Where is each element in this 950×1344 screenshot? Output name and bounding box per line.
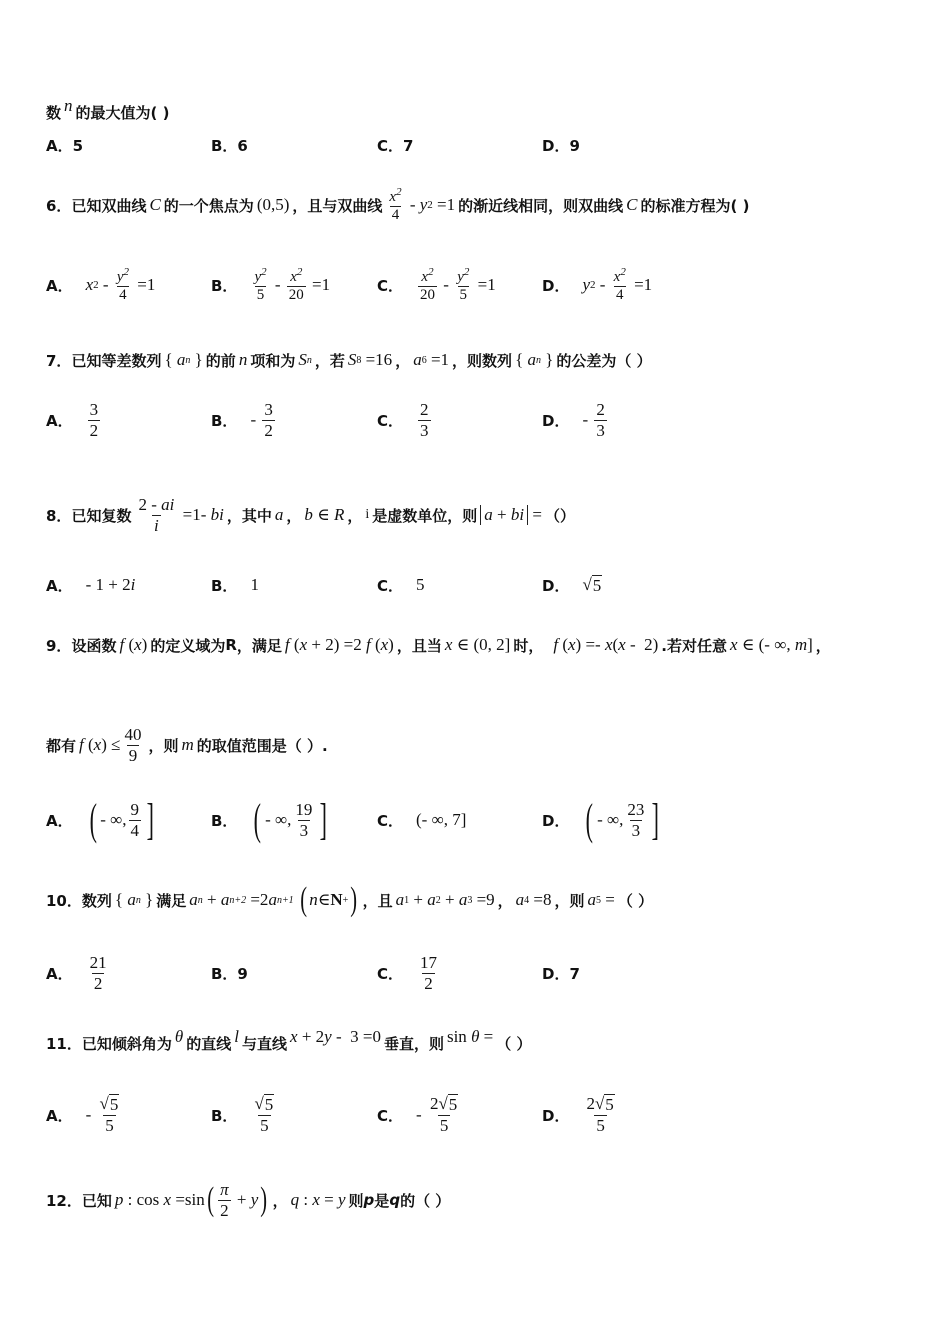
q9-stem: 9． 设函数 f ( x ) 的定义域为 R ，满足 f ( x + 2) =2 f ( x ) ，且当 x ∈ (0, 2] 时， f ( x ) =- x ( x - 2) .若对任意 x ∈ (- ∞, m ] ， — [46, 635, 831, 655]
q8-option-a[interactable]: A． - 1 + 2 i — [46, 575, 136, 595]
q10-option-a[interactable]: A． 21 2 — [46, 952, 107, 993]
q6-options — [46, 255, 926, 315]
math-C: C — [626, 195, 638, 214]
q12-stem: 12． 已知 p : cos x =sin ( π 2 + y ) ， q : x = y 则 p 是 q 的（ ） — [46, 1179, 451, 1220]
q9-option-d[interactable]: D． ( - ∞, 23 3 ] — [542, 795, 660, 844]
q10-options — [46, 943, 926, 1003]
q10-stem: 10． 数列 { a n } 满足 a n + a n+2 =2 a n+1 ( n ∈ N + ) ，且 a 1 + a 2 + a 3 =9 ， a 4 =8 ，则 a 5 = （ ） — [46, 881, 654, 918]
q7-stem: 7． 已知等差数列 { a n } 的前 n 项和为 S n ，若 S 8 =16 ， a 6 =1 ，则数列 { a n } 的公差为（ ） — [46, 350, 652, 370]
q7-option-d[interactable]: D． - 2 3 — [542, 399, 605, 440]
math-C: C — [149, 195, 161, 214]
q6-option-b[interactable]: B． $\frac{y^2}{5}$ - $\frac{x^2}{20}$ =1 — [211, 265, 331, 303]
q8-option-d[interactable]: D． √ 5 — [542, 574, 602, 595]
q6-option-a[interactable]: A． x 2 - $\frac{y^2}{4}$ =1 — [46, 265, 156, 303]
q8-stem: 8． 已知复数 2 - ai i =1- bi ，其中 a ， b ∈ R ， i 是虚数单位，则 a + bi = （） — [46, 494, 575, 535]
q10-option-c[interactable]: C． 17 2 — [377, 952, 438, 993]
q9-options — [46, 790, 926, 850]
q10-option-d[interactable]: D．7 — [542, 964, 580, 983]
q5-text: 的最大值为( ) — [75, 103, 170, 122]
q11-option-d[interactable]: D． 2√ 5 5 — [542, 1094, 614, 1135]
q7-options — [46, 390, 926, 450]
q11-stem: 11． 已知倾斜角为 θ 的直线 l 与直线 x + 2 y - 3 =0 垂直，则 sin θ = （ ） — [46, 1027, 532, 1053]
q6-option-d[interactable]: D． y 2 - $\frac{x^2}{4}$ =1 — [542, 265, 653, 303]
q7-option-b[interactable]: B． - 3 2 — [211, 399, 273, 440]
q11-option-c[interactable]: C． - 2√ 5 5 — [377, 1094, 458, 1135]
q10-option-b[interactable]: B．9 — [211, 964, 248, 983]
q8-option-c[interactable]: C． 5 — [377, 575, 425, 595]
q11-options — [46, 1085, 926, 1145]
q7-option-c[interactable]: C． 2 3 — [377, 399, 429, 440]
math-n: n — [64, 96, 73, 115]
q9-option-a[interactable]: A． ( - ∞, 9 4 ] — [46, 795, 155, 844]
q8-option-b[interactable]: B． 1 — [211, 575, 259, 595]
q11-option-b[interactable]: B． √ 5 5 — [211, 1094, 274, 1135]
q9-option-c[interactable]: C． (- ∞, 7] — [377, 810, 467, 830]
q5-option-a[interactable]: A．5 — [46, 136, 84, 155]
q8-options — [46, 555, 926, 615]
q5-option-d[interactable]: D．9 — [542, 136, 580, 155]
q7-option-a[interactable]: A． 3 2 — [46, 399, 99, 440]
q6-stem: 6． 已知双曲线 C 的一个焦点为 (0,5) ，且与双曲线 $\frac{x^2}{4}$ - y 2 =1 的渐近线相同，则双曲线 C 的标准方程为( ) — [46, 185, 750, 223]
q9-stem-cont: 都有 f ( x ) ≤ 40 9 ，则 m 的取值范围是（ ）. — [46, 724, 328, 765]
q9-option-b[interactable]: B． ( - ∞, 19 3 ] — [211, 795, 328, 844]
q5-options — [46, 115, 926, 175]
focus-point: (0,5) — [256, 195, 290, 214]
q6-option-c[interactable]: C． $\frac{x^2}{20}$ - $\frac{y^2}{5}$ =1 — [377, 265, 496, 303]
hyperbola-eq: $\frac{x^2}{4}$ - y 2 =1 — [389, 185, 456, 223]
q5-option-b[interactable]: B．6 — [211, 136, 248, 155]
q5-text: 数 — [46, 103, 62, 122]
q11-option-a[interactable]: A． - √ 5 5 — [46, 1094, 119, 1135]
q5-option-c[interactable]: C．7 — [377, 136, 414, 155]
